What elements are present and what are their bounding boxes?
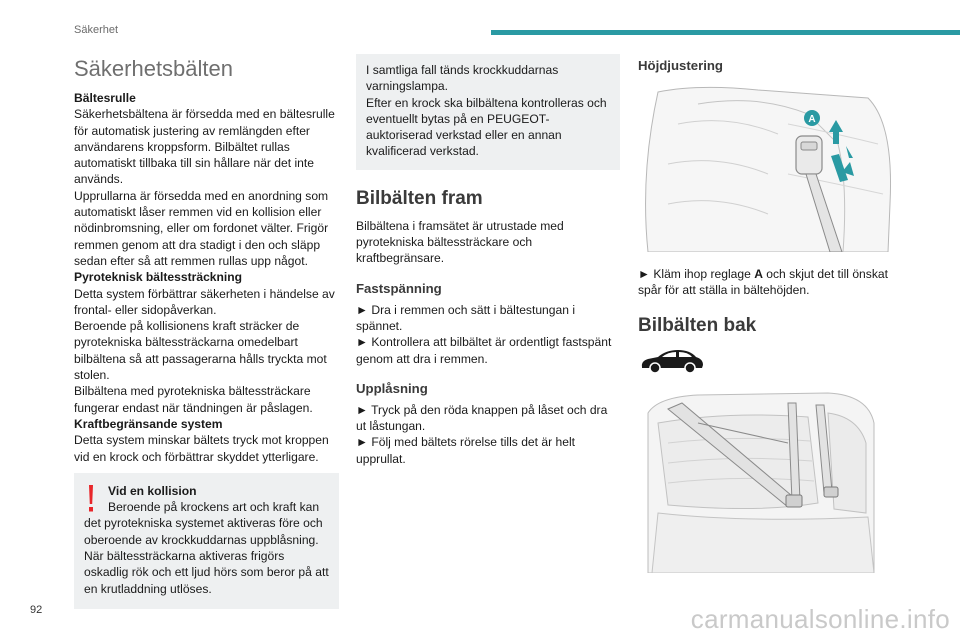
pretensioner-text-2: Beroende på kollisionens kraft sträcker de pyrotekniska bältessträckarna omedelbart bilbältena så att passagerarna hålls tryckta mot stolen. — [74, 319, 327, 383]
limiter-heading: Kraftbegränsande system — [74, 416, 223, 431]
pretensioner-text-3: Bilbältena med pyrotekniska bältessträckare fungerar endast när tändningen är påslagen. — [74, 384, 313, 415]
unlock-step-1: ► Tryck på den röda knappen på låset och dra ut låstungan. — [356, 402, 608, 434]
info-text-1: I samtliga fall tänds krockkuddarnas varningslampa. — [366, 63, 559, 94]
height-step-post: och skjut det till önskat spår för att ställa in bältehöjden. — [638, 267, 888, 298]
height-step-control: A — [754, 267, 763, 281]
header-accent-bar — [491, 30, 960, 35]
warning-text-1: Beroende på krockens art och kraft kan det pyrotekniska systemet aktiveras före och oberoende av krockkuddarnas uppblåsning. — [84, 500, 323, 547]
fasten-heading: Fastspänning — [356, 280, 442, 296]
watermark: carmanualsonline.info — [690, 604, 950, 634]
pretensioner-heading: Pyroteknisk bältessträckning — [74, 270, 243, 285]
height-step-pre: ► Kläm ihop reglage — [638, 267, 755, 281]
column-1 — [74, 56, 339, 609]
page-number: 92 — [30, 604, 43, 616]
info-box — [356, 54, 620, 170]
warning-title: Vid en kollision — [108, 483, 197, 498]
rear-belts-title: Bilbälten bak — [638, 314, 757, 336]
unlock-heading: Upplåsning — [356, 380, 428, 396]
info-text-2: Efter en krock ska bilbältena kontrolleras och eventuellt bytas på en PEUGEOT-auktoriserad verkstad eller en annan kvalificerad verkstad. — [366, 95, 607, 159]
fasten-step-2: ► Kontrollera att bilbältet är ordentligt fastspänt genom att dra i remmen. — [356, 335, 612, 366]
height-adjust-heading: Höjdjustering — [638, 58, 723, 73]
column-2 — [356, 54, 620, 467]
page-title: Säkerhetsbälten — [74, 56, 233, 81]
header-section-label: Säkerhet — [74, 24, 119, 36]
callout-a-label: A — [808, 114, 816, 125]
unlock-step-2: ► Följ med bältets rörelse tills det är helt upprullat. — [356, 435, 575, 466]
fasten-step-1: ► Dra i remmen och sätt i bältestungan i spännet. — [356, 302, 576, 333]
front-belts-title: Bilbälten fram — [356, 187, 483, 209]
retractor-text: Säkerhetsbältena är försedda med en bältesrulle för automatisk justering av remlängden efter användarens kroppsform. Bilbältet rullas automatiskt tillbaka till sin hållare när det inte används. — [74, 107, 335, 187]
lock-text: Upprullarna är försedda med en anordning som automatiskt låser remmen vid en kollision eller nödinbromsning, eller om fordonet välter. Frigör remmen genom att dra stadigt i den och släpp sedan efter så att remmen rullas upp något. — [74, 188, 329, 268]
rear-seat-illustration — [638, 383, 900, 573]
height-adjust-step — [638, 266, 900, 299]
front-belts-text: Bilbältena i framsätet är utrustade med pyrotekniska bältessträckare och kraftbegränsare. — [356, 218, 564, 266]
height-adjust-illustration — [638, 84, 900, 252]
limiter-text: Detta system minskar bältets tryck mot kroppen vid en krock och förbättrar skyddet ytterligare. — [74, 433, 329, 464]
car-silhouette-icon — [638, 347, 706, 375]
column-3 — [638, 56, 900, 573]
warning-box — [74, 473, 339, 609]
pretensioner-text-1: Detta system förbättrar säkerheten i händelse av frontal- eller sidopåverkan. — [74, 286, 335, 317]
exclamation-icon — [86, 485, 96, 513]
warning-text-2: När bältessträckarna aktiveras frigörs oskadlig rök och ett ljud hörs som beror på att en krutladdning utlöses. — [84, 549, 329, 596]
retractor-heading: Bältesrulle — [74, 91, 136, 105]
